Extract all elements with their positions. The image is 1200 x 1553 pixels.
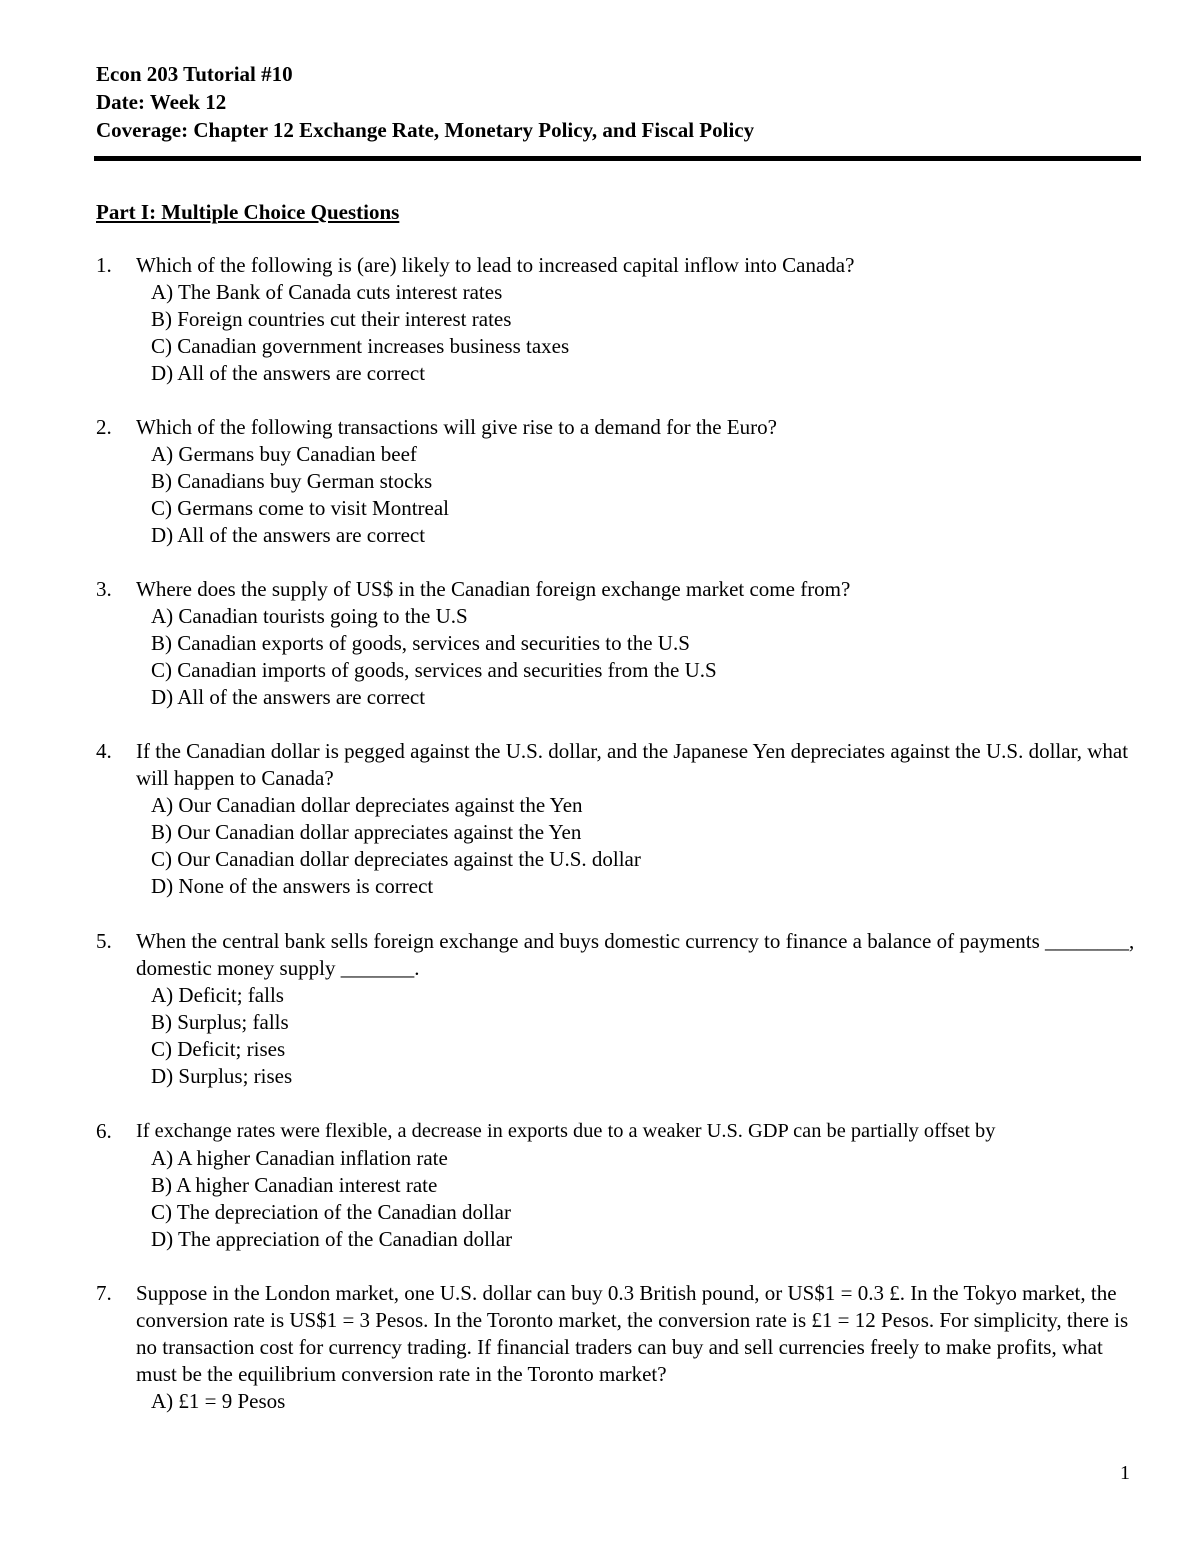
question-number: 6. <box>96 1119 112 1143</box>
option-c: C) Canadian imports of goods, services and securities from the U.S <box>151 658 717 682</box>
answer-options <box>151 279 1136 387</box>
option-c: C) The depreciation of the Canadian dollar <box>151 1200 511 1224</box>
answer-options <box>151 603 1136 711</box>
option-c: C) Germans come to visit Montreal <box>151 496 450 520</box>
question-number: 1. <box>96 253 112 277</box>
option-a: A) Germans buy Canadian beef <box>151 442 417 466</box>
page-number: 1 <box>1120 1462 1130 1484</box>
option-b: B) Surplus; falls <box>151 1010 289 1034</box>
question-number: 4. <box>96 739 112 763</box>
option-a: A) The Bank of Canada cuts interest rates <box>151 280 503 304</box>
option-c: C) Deficit; rises <box>151 1037 286 1061</box>
coverage-line: Coverage: Chapter 12 Exchange Rate, Monetary Policy, and Fiscal Policy <box>96 118 755 142</box>
question-text: Where does the supply of US$ in the Canadian foreign exchange market come from? <box>136 577 851 601</box>
option-a: A) Deficit; falls <box>151 983 284 1007</box>
option-d: D) All of the answers are correct <box>151 685 426 709</box>
option-c: C) Our Canadian dollar depreciates against the U.S. dollar <box>151 847 641 871</box>
option-d: D) None of the answers is correct <box>151 874 434 898</box>
option-a: A) Our Canadian dollar depreciates against the Yen <box>151 793 583 817</box>
question-number: 2. <box>96 415 112 439</box>
option-c: C) Canadian government increases business taxes <box>151 334 570 358</box>
header-divider <box>94 156 1141 161</box>
option-b: B) Canadians buy German stocks <box>151 469 433 493</box>
question-3 <box>96 576 1136 711</box>
section-title: Part I: Multiple Choice Questions <box>96 200 400 224</box>
answer-options <box>151 982 1136 1090</box>
option-b: B) A higher Canadian interest rate <box>151 1173 438 1197</box>
course-title: Econ 203 Tutorial #10 <box>96 62 293 86</box>
option-d: D) The appreciation of the Canadian dollar <box>151 1227 513 1251</box>
date-line: Date: Week 12 <box>96 90 227 114</box>
option-b: B) Foreign countries cut their interest rates <box>151 307 512 331</box>
option-d: D) Surplus; rises <box>151 1064 293 1088</box>
question-text: Suppose in the London market, one U.S. dollar can buy 0.3 British pound, or US$1 = 0.3 £. In the Tokyo market, the conversion rate is US$1 = 3 Pesos. In the Toronto market, the conversion rate is £1 = 12 Pesos. For simplicity, there is no transaction cost for currency trading. If financial traders can buy and sell currencies freely to make profits, what must be the equilibrium conversion rate in the Toronto market? <box>136 1281 1129 1386</box>
question-text: When the central bank sells foreign exchange and buys domestic currency to finance a balance of payments ________, domestic money supply _______. <box>136 929 1135 980</box>
answer-options <box>151 441 1136 549</box>
option-d: D) All of the answers are correct <box>151 361 426 385</box>
question-number: 3. <box>96 577 112 601</box>
question-1 <box>96 252 1136 387</box>
question-text: If exchange rates were flexible, a decrease in exports due to a weaker U.S. GDP can be partially offset by <box>136 1120 996 1142</box>
question-text: Which of the following is (are) likely to lead to increased capital inflow into Canada? <box>136 253 855 277</box>
option-a: A) Canadian tourists going to the U.S <box>151 604 468 628</box>
option-d: D) All of the answers are correct <box>151 523 426 547</box>
document-header <box>96 60 754 144</box>
answer-options <box>151 1388 1136 1415</box>
question-4 <box>96 738 1136 900</box>
question-2 <box>96 414 1136 549</box>
option-a: A) £1 = 9 Pesos <box>151 1389 286 1413</box>
question-text: Which of the following transactions will give rise to a demand for the Euro? <box>136 415 777 439</box>
question-5 <box>96 928 1136 1090</box>
question-number: 5. <box>96 929 112 953</box>
option-b: B) Canadian exports of goods, services and securities to the U.S <box>151 631 690 655</box>
question-6 <box>96 1118 1140 1253</box>
question-number: 7. <box>96 1281 112 1305</box>
option-b: B) Our Canadian dollar appreciates against the Yen <box>151 820 582 844</box>
option-a: A) A higher Canadian inflation rate <box>151 1146 448 1170</box>
answer-options <box>151 1145 1140 1253</box>
question-text: If the Canadian dollar is pegged against the U.S. dollar, and the Japanese Yen depreciates against the U.S. dollar, what will happen to Canada? <box>136 739 1129 790</box>
question-7 <box>96 1280 1136 1415</box>
answer-options <box>151 792 1136 900</box>
